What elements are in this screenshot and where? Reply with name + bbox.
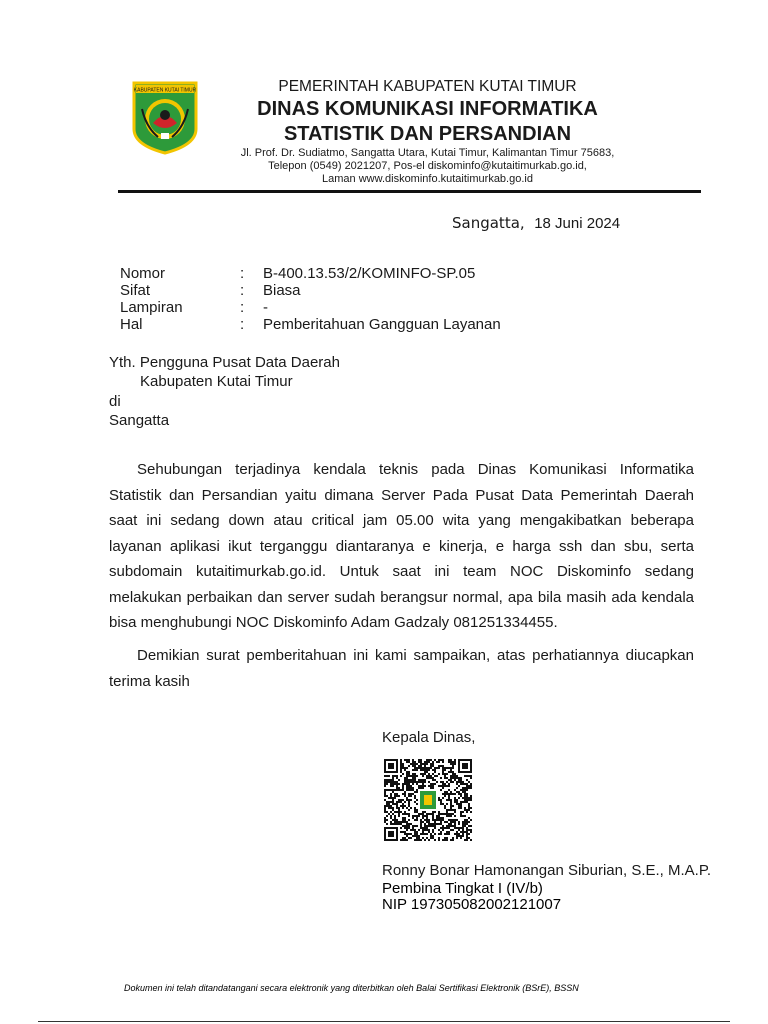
body-line: layanan aplikasi ikut terganggu diantaranya e kinerja, e harga ssh dan sbu, serta <box>109 537 694 555</box>
department-name-line1: DINAS KOMUNIKASI INFORMATIKA <box>257 98 598 120</box>
recipient-line: Kabupaten Kutai Timur <box>140 373 293 390</box>
meta-value: - <box>263 299 268 316</box>
body-line: bisa menghubungi NOC Diskominfo Adam Gadzaly 081251334455. <box>109 614 558 631</box>
body-line: terima kasih <box>109 672 190 690</box>
address-line: Jl. Prof. Dr. Sudiatmo, Sangatta Utara, Kutai Timur, Kalimantan Timur 75683, <box>240 147 615 159</box>
body-line: Statistik dan Persandian yaitu dimana Server Pada Pusat Data Pemerintah Daerah <box>109 486 694 504</box>
body-line: melakukan perbaikan dan server sudah berangsur normal, apa bila masih ada kendala <box>109 588 694 606</box>
logo-banner-text: KABUPATEN KUTAI TIMUR <box>133 87 197 94</box>
meta-separator: : <box>240 299 245 316</box>
body-paragraph-1 <box>109 457 694 636</box>
body-line: Demikian surat pemberitahuan ini kami sampaikan, atas perhatiannya diucapkan <box>137 647 694 664</box>
website-line: Laman www.diskominfo.kutaitimurkab.go.id <box>322 173 533 185</box>
meta-separator: : <box>240 316 245 333</box>
signatory-name: Ronny Bonar Hamonangan Siburian, S.E., M.A.P. <box>382 862 712 879</box>
signature-qr-code <box>384 759 472 841</box>
meta-value: Pemberitahuan Gangguan Layanan <box>263 316 501 333</box>
footer-divider <box>38 1021 730 1022</box>
department-name-line2: STATISTIK DAN PERSANDIAN <box>283 123 572 145</box>
electronic-signature-footnote: Dokumen ini telah ditandatangani secara elektronik yang diterbitkan oleh Balai Sertifikasi Elektronik (BSrE), BSSN <box>124 983 579 993</box>
meta-separator: : <box>240 282 245 299</box>
government-name: PEMERINTAH KABUPATEN KUTAI TIMUR <box>278 78 577 95</box>
recipient-line: di <box>109 393 121 410</box>
contact-line: Telepon (0549) 2021207, Pos-el diskominfo@kutaitimurkab.go.id, <box>268 160 587 172</box>
body-paragraph-2 <box>109 643 694 694</box>
letter-date <box>452 214 620 232</box>
recipient-line: Yth. Pengguna Pusat Data Daerah <box>109 354 340 371</box>
meta-key: Sifat <box>120 282 151 299</box>
meta-key: Nomor <box>120 265 166 282</box>
date-value: 18 Juni 2024 <box>534 215 621 232</box>
meta-key: Hal <box>120 316 143 333</box>
meta-value: B-400.13.53/2/KOMINFO-SP.05 <box>263 265 476 282</box>
signatory-nip: NIP 197305082002121007 <box>382 896 562 913</box>
meta-separator: : <box>240 265 245 282</box>
signature-title: Kepala Dinas, <box>382 729 476 746</box>
letterhead-divider <box>118 190 701 193</box>
signatory-rank: Pembina Tingkat I (IV/b) <box>382 880 543 897</box>
meta-value: Biasa <box>263 282 301 299</box>
body-line: saat ini sedang down atau critical jam 05.00 wita yang mengakibatkan beberapa <box>109 512 694 529</box>
date-place: Sangatta, <box>452 214 525 232</box>
meta-key: Lampiran <box>120 299 183 316</box>
recipient-line: Sangatta <box>109 412 170 429</box>
body-line: subdomain kutaitimurkab.go.id. Untuk saat ini team NOC Diskominfo sedang <box>109 563 694 580</box>
body-line: Sehubungan terjadinya kendala teknis pada Dinas Komunikasi Informatika <box>137 461 694 478</box>
